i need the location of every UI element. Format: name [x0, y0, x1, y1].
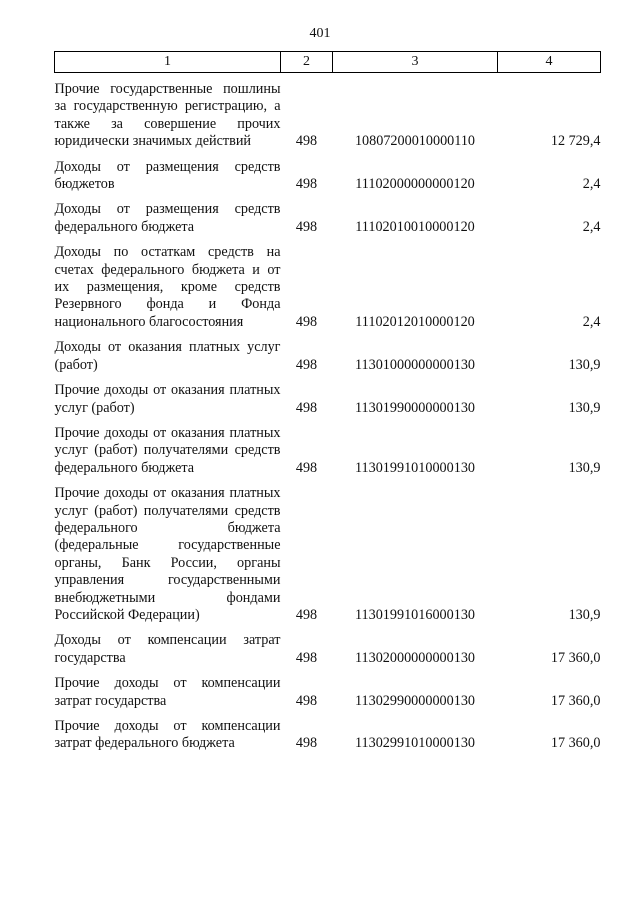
table-row	[55, 632, 601, 675]
classification-code: 11301991010000130	[354, 459, 476, 476]
column-header-1: 1	[55, 52, 281, 73]
table-row	[55, 73, 601, 159]
column-header-4: 4	[498, 52, 601, 73]
classification-code: 11102012010000120	[355, 313, 475, 330]
page-number: 401	[309, 26, 331, 41]
table-row	[55, 339, 601, 382]
classification-code: 11302991010000130	[354, 735, 476, 752]
amount: 2,4	[582, 313, 601, 330]
amount: 17 360,0	[550, 649, 601, 666]
classification-code: 11301991016000130	[354, 606, 476, 623]
amount: 12 729,4	[550, 133, 601, 150]
amount: 17 360,0	[550, 692, 601, 709]
admin-code: 498	[295, 735, 318, 752]
admin-code: 498	[295, 606, 318, 623]
admin-code: 498	[295, 218, 318, 235]
admin-code: 498	[295, 692, 318, 709]
admin-code: 498	[295, 356, 318, 373]
revenue-name: Доходы по остаткам средств на счетах федерального бюджета и от их размещения, кроме средств Резервного фонда и Фонда национального благосостояния	[54, 244, 281, 330]
classification-code: 11301990000000130	[354, 399, 476, 416]
amount: 130,9	[568, 356, 601, 373]
table-header-row	[55, 52, 601, 73]
table-row	[55, 382, 601, 425]
revenue-name: Прочие доходы от оказания платных услуг (работ) получателями средств федерального бюджета (федеральные государственные органы, Банк России, органы управления государственными внебюджетными фондами Российской Федерации)	[54, 485, 281, 623]
admin-code: 498	[295, 649, 318, 666]
classification-code: 11302000000000130	[354, 649, 476, 666]
classification-code: 11102000000000120	[355, 176, 475, 193]
column-header-3: 3	[333, 52, 498, 73]
revenue-name: Прочие государственные пошлины за государственную регистрацию, а также за совершение прочих юридически значимых действий	[54, 81, 281, 150]
amount: 17 360,0	[550, 735, 601, 752]
table-row	[55, 201, 601, 244]
budget-revenue-table	[54, 51, 601, 761]
amount: 130,9	[568, 606, 601, 623]
table-row	[55, 718, 601, 761]
table-row	[55, 244, 601, 339]
table-row	[55, 485, 601, 632]
table-row	[55, 425, 601, 485]
classification-code: 11302990000000130	[354, 692, 476, 709]
admin-code: 498	[295, 313, 318, 330]
amount: 2,4	[582, 218, 601, 235]
admin-code: 498	[295, 133, 318, 150]
table-row	[55, 159, 601, 202]
amount: 2,4	[582, 176, 601, 193]
classification-code: 11102010010000120	[355, 218, 475, 235]
revenue-name: Доходы от размещения средств федерального бюджета	[54, 201, 281, 235]
revenue-name: Доходы от оказания платных услуг (работ)	[54, 339, 281, 373]
revenue-name: Доходы от компенсации затрат государства	[54, 632, 281, 666]
classification-code: 11301000000000130	[354, 356, 476, 373]
revenue-name: Прочие доходы от оказания платных услуг (работ) получателями средств федерального бюджета	[54, 424, 281, 476]
admin-code: 498	[295, 399, 318, 416]
revenue-name: Прочие доходы от оказания платных услуг (работ)	[54, 382, 281, 416]
amount: 130,9	[568, 399, 601, 416]
revenue-name: Прочие доходы от компенсации затрат государства	[54, 675, 281, 709]
classification-code: 10807200010000110	[354, 133, 476, 150]
column-header-2: 2	[281, 52, 333, 73]
admin-code: 498	[295, 459, 318, 476]
admin-code: 498	[295, 176, 318, 193]
revenue-name: Доходы от размещения средств бюджетов	[54, 158, 281, 193]
revenue-name: Прочие доходы от компенсации затрат федерального бюджета	[54, 718, 281, 752]
table-row	[55, 675, 601, 718]
amount: 130,9	[568, 459, 601, 476]
